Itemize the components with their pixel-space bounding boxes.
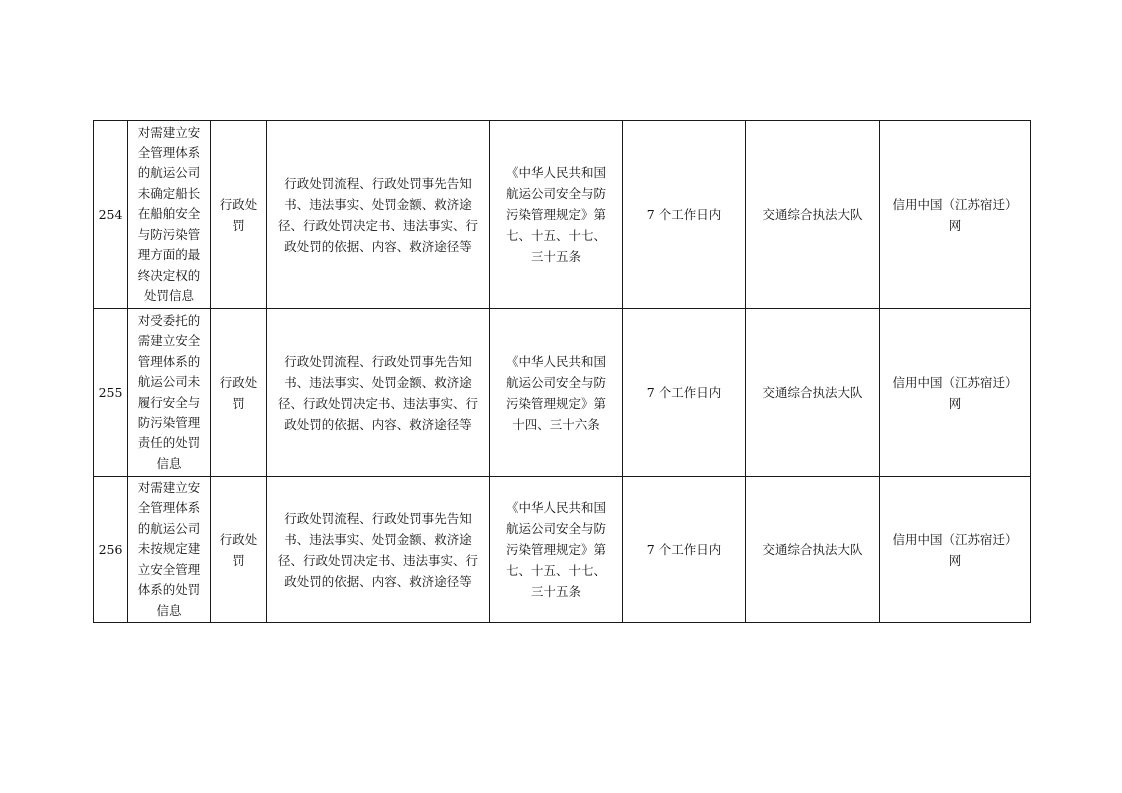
responsible-department: 交通综合执法大队 — [746, 121, 880, 309]
publication-channel: 信用中国（江苏宿迁）网 — [880, 477, 1031, 623]
responsible-department: 交通综合执法大队 — [746, 309, 880, 477]
row-number: 255 — [94, 309, 128, 477]
legal-basis: 《中华人民共和国航运公司安全与防污染管理规定》第七、十五、十七、三十五条 — [490, 477, 623, 623]
disclosure-content: 行政处罚流程、行政处罚事先告知书、违法事实、处罚金额、救济途径、行政处罚决定书、违法事实、行政处罚的依据、内容、救济途径等 — [267, 309, 490, 477]
disclosure-deadline: 7 个工作日内 — [623, 477, 746, 623]
disclosure-content: 行政处罚流程、行政处罚事先告知书、违法事实、处罚金额、救济途径、行政处罚决定书、违法事实、行政处罚的依据、内容、救济途径等 — [267, 477, 490, 623]
row-number: 254 — [94, 121, 128, 309]
item-type: 行政处罚 — [211, 309, 267, 477]
item-name: 对受委托的需建立安全管理体系的航运公司未履行安全与防污染管理责任的处罚信息 — [128, 309, 211, 477]
item-type: 行政处罚 — [211, 121, 267, 309]
disclosure-deadline: 7 个工作日内 — [623, 121, 746, 309]
item-name: 对需建立安全管理体系的航运公司未确定船长在船舶安全与防污染管理方面的最终决定权的处罚信息 — [128, 121, 211, 309]
legal-basis: 《中华人民共和国航运公司安全与防污染管理规定》第十四、三十六条 — [490, 309, 623, 477]
legal-basis: 《中华人民共和国航运公司安全与防污染管理规定》第七、十五、十七、三十五条 — [490, 121, 623, 309]
row-number: 256 — [94, 477, 128, 623]
item-type: 行政处罚 — [211, 477, 267, 623]
table-row — [94, 309, 1031, 477]
table-row — [94, 121, 1031, 309]
disclosure-content: 行政处罚流程、行政处罚事先告知书、违法事实、处罚金额、救济途径、行政处罚决定书、违法事实、行政处罚的依据、内容、救济途径等 — [267, 121, 490, 309]
publication-channel: 信用中国（江苏宿迁）网 — [880, 121, 1031, 309]
table-row — [94, 477, 1031, 623]
penalty-info-table — [93, 120, 1031, 623]
responsible-department: 交通综合执法大队 — [746, 477, 880, 623]
disclosure-deadline: 7 个工作日内 — [623, 309, 746, 477]
publication-channel: 信用中国（江苏宿迁）网 — [880, 309, 1031, 477]
item-name: 对需建立安全管理体系的航运公司未按规定建立安全管理体系的处罚信息 — [128, 477, 211, 623]
